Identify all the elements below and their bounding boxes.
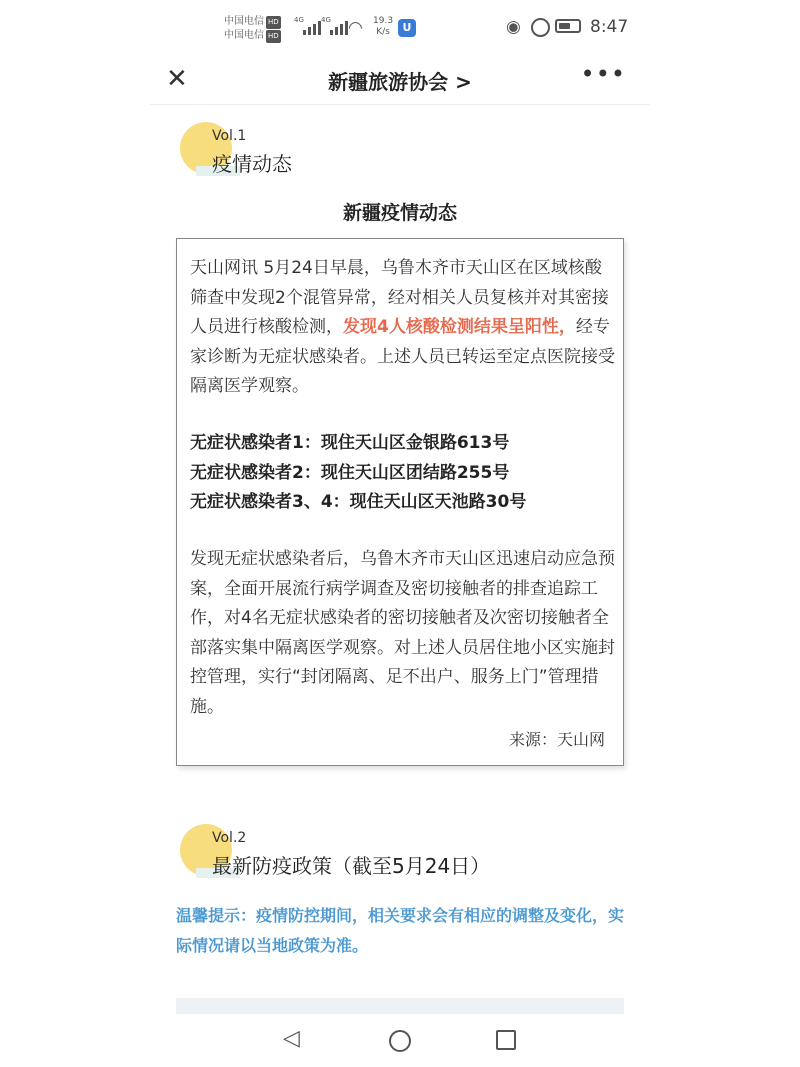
battery-icon [555, 19, 581, 33]
carrier-2: 中国电信 [224, 30, 264, 41]
carrier-info [224, 15, 281, 43]
warm-tip: 温馨提示：疫情防控期间，相关要求会有相应的调整及变化，实际情况请以当地政策为准。 [176, 906, 625, 955]
case-item: 无症状感染者3、4：现住天山区天池路30号 [190, 492, 527, 512]
recent-apps-square-icon[interactable] [496, 1030, 516, 1050]
wifi-icon: ◠ [348, 18, 363, 38]
more-options-icon[interactable]: ••• [580, 60, 626, 88]
carrier-1: 中国电信 [224, 16, 264, 27]
article-paragraph-2: 发现无症状感染者后，乌鲁木齐市天山区迅速启动应急预案，全面开展流行病学调查及密切接触者的排查追踪工作，对4名无症状感染者的密切接触者及次密切接触者全部落实集中隔离医学观察。对上述人员居住地小区实施封控管理，实行“封闭隔离、足不出户、服务上门”管理措施。 [190, 549, 615, 717]
status-bar [0, 0, 800, 56]
hd-badge: HD [266, 16, 281, 29]
account-title[interactable]: 新疆旅游协会 > [328, 70, 472, 94]
section-vol2-header [150, 824, 650, 894]
vol-number: Vol.2 [212, 830, 247, 846]
article-source: 来源：天山网 [508, 730, 605, 749]
divider [150, 104, 650, 105]
title-bar [150, 56, 650, 104]
clock-time: 8:47 [590, 17, 629, 37]
eye-icon: ◉ [506, 17, 521, 37]
signal-icon: 4G [303, 19, 321, 35]
case-item: 无症状感染者1：现住天山区金银路613号 [190, 433, 510, 453]
content-strip [176, 998, 624, 1014]
app-notification-icon: U [398, 19, 416, 37]
section-heading: 疫情动态 [212, 152, 292, 176]
back-triangle-icon[interactable]: ◁ [283, 1026, 300, 1051]
case-list [190, 429, 615, 518]
section-heading: 最新防疫政策（截至5月24日） [212, 854, 491, 878]
signal-icon-2: 4G [330, 19, 348, 35]
system-nav-bar [0, 1014, 800, 1067]
network-speed: 19.3 K/s [373, 16, 394, 37]
article-title: 新疆疫情动态 [342, 202, 457, 224]
home-circle-icon[interactable] [389, 1030, 411, 1052]
close-icon[interactable]: ✕ [166, 64, 188, 94]
alarm-icon [531, 18, 550, 37]
section-vol1-header [150, 122, 650, 192]
article-paragraph-1: 天山网讯 5月24日早晨，乌鲁木齐市天山区在区域核酸筛查中发现2个混管异常，经对相关人员复核并对其密接人员进行核酸检测，发现4人核酸检测结果呈阳性，经专家诊断为无症状感染者。上述人员已转运至定点医院接受隔离医学观察。 [190, 258, 615, 396]
case-item: 无症状感染者2：现住天山区团结路255号 [190, 462, 510, 483]
hd-badge-2: HD [266, 30, 281, 43]
highlighted-text: 发现4人核酸检测结果呈阳性， [343, 317, 576, 337]
vol-number: Vol.1 [212, 128, 247, 144]
